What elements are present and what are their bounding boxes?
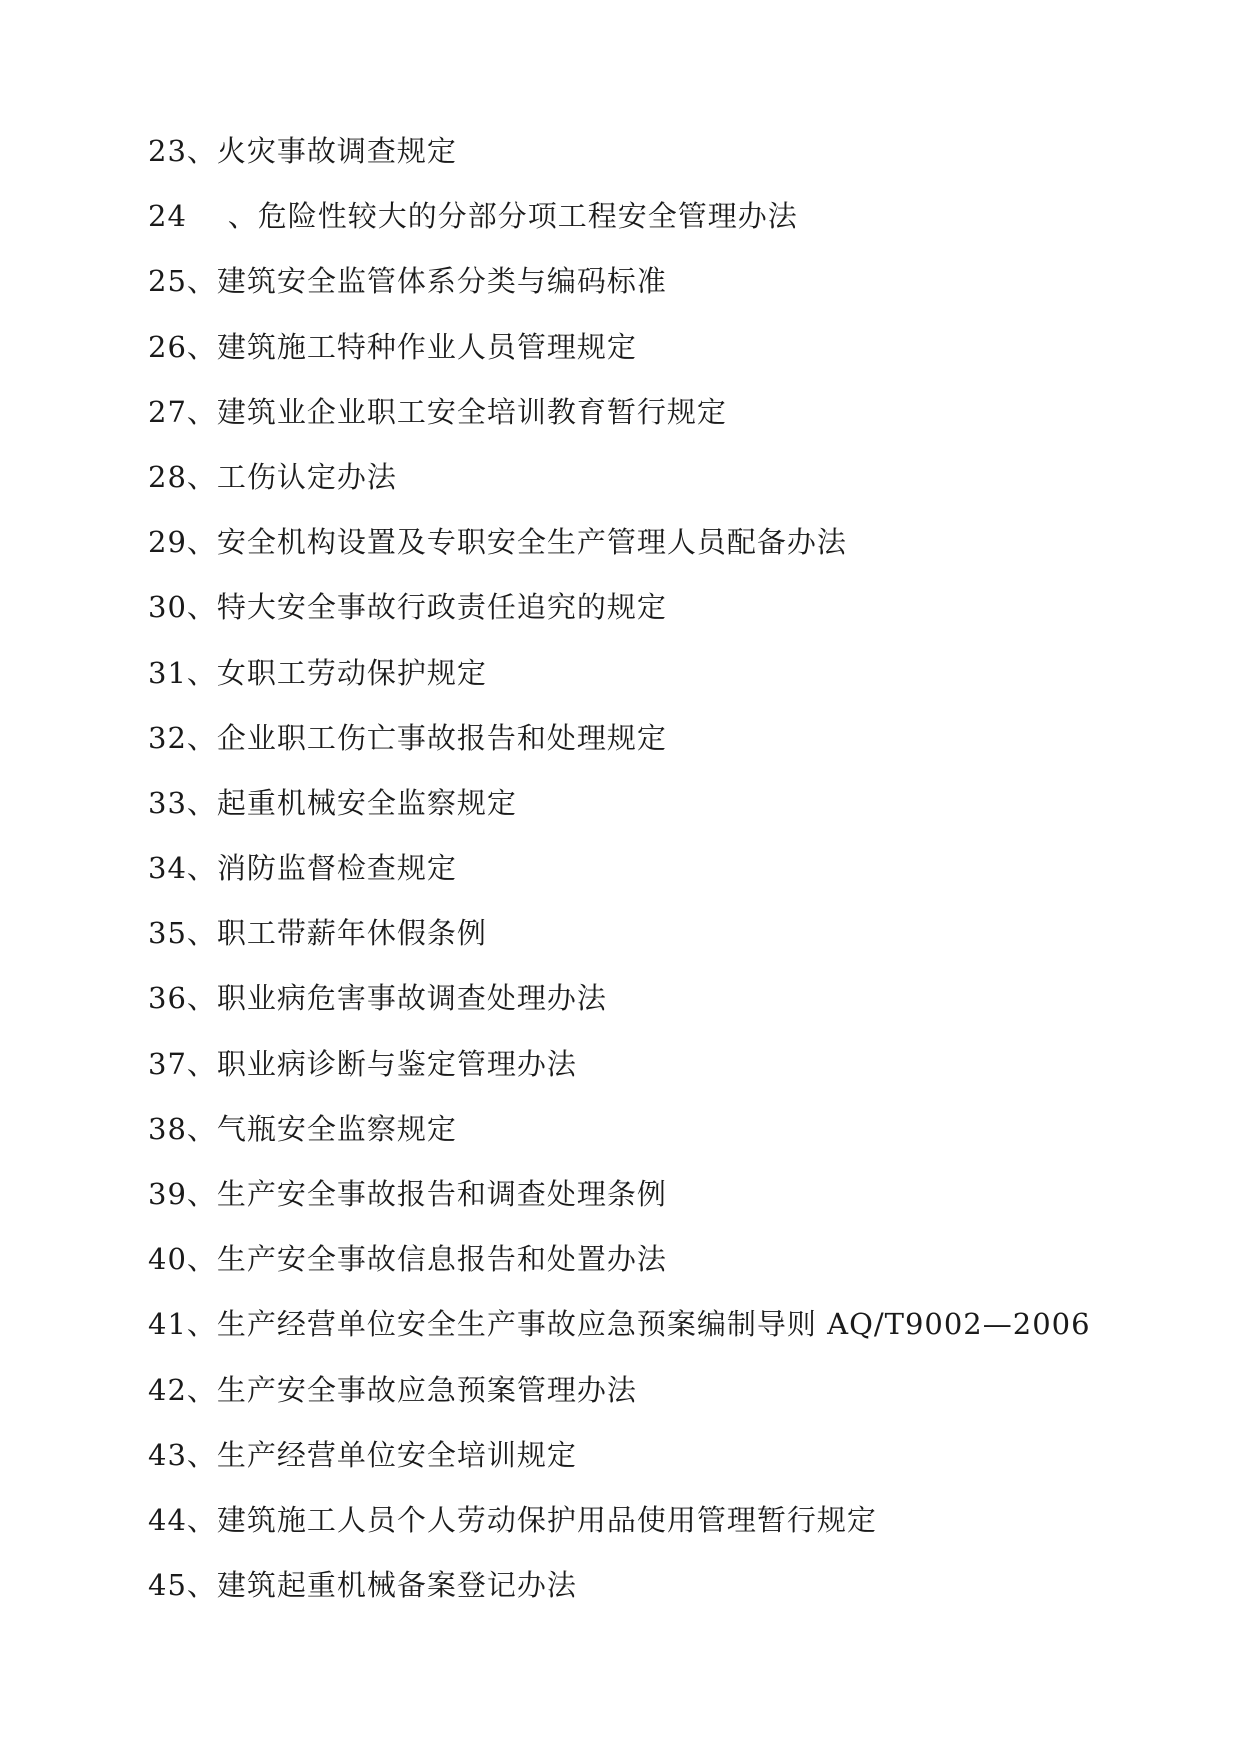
item-number: 33、 (148, 785, 217, 820)
item-number: 45、 (148, 1568, 217, 1603)
item-number: 28、 (148, 459, 217, 494)
item-title: 女职工劳动保护规定 (216, 655, 487, 690)
item-title: 工伤认定办法 (216, 459, 397, 494)
list-item (148, 384, 1091, 449)
item-title: 建筑施工人员个人劳动保护用品使用管理暂行规定 (216, 1502, 877, 1537)
item-title: 职工带薪年休假条例 (216, 916, 487, 951)
list-item (148, 1296, 1091, 1361)
item-title: 生产经营单位安全培训规定 (216, 1437, 577, 1472)
item-title: 火灾事故调查规定 (216, 134, 457, 168)
list-item (148, 1101, 1091, 1166)
item-number: 35、 (148, 916, 217, 951)
item-number: 24 、 (148, 199, 258, 234)
item-number: 41、 (148, 1307, 217, 1342)
item-number: 29、 (148, 525, 217, 560)
list-item (148, 1231, 1091, 1296)
item-number: 26、 (148, 329, 217, 364)
item-number: 31、 (148, 655, 217, 690)
list-item (148, 645, 1091, 710)
item-title: 建筑起重机械备案登记办法 (216, 1568, 577, 1603)
item-number: 39、 (148, 1177, 217, 1211)
item-title: 企业职工伤亡事故报告和处理规定 (216, 720, 667, 755)
item-title: 职业病危害事故调查处理办法 (216, 981, 607, 1016)
item-title: 职业病诊断与鉴定管理办法 (216, 1046, 577, 1081)
list-item (148, 970, 1091, 1035)
list-item (148, 905, 1091, 970)
list-item (148, 710, 1091, 775)
list-item (148, 1557, 1091, 1622)
item-title: 生产安全事故信息报告和处置办法 (216, 1242, 667, 1277)
item-title: 消防监督检查规定 (216, 851, 457, 886)
item-title: 安全机构设置及专职安全生产管理人员配备办法 (216, 525, 847, 560)
regulation-list (148, 123, 1091, 1622)
item-number: 27、 (148, 394, 217, 429)
item-number: 23、 (148, 134, 217, 168)
list-item (148, 840, 1091, 905)
item-number: 37、 (148, 1046, 217, 1081)
item-number: 32、 (148, 720, 217, 755)
list-item (148, 1427, 1091, 1492)
item-number: 30、 (148, 590, 217, 625)
list-item (148, 775, 1091, 840)
item-title: 生产安全事故报告和调查处理条例 (216, 1177, 667, 1211)
item-number: 44、 (148, 1502, 217, 1537)
list-item (148, 188, 1091, 253)
item-number: 25、 (148, 264, 217, 299)
list-item (148, 253, 1091, 318)
item-title: 危险性较大的分部分项工程安全管理办法 (257, 199, 798, 234)
item-title: 起重机械安全监察规定 (216, 785, 517, 820)
list-item (148, 579, 1091, 644)
list-item (148, 1036, 1091, 1101)
list-item (148, 514, 1091, 579)
item-number: 34、 (148, 851, 217, 886)
item-number: 38、 (148, 1111, 217, 1146)
list-item (148, 319, 1091, 384)
item-number: 36、 (148, 981, 217, 1016)
item-title: 建筑安全监管体系分类与编码标准 (216, 264, 667, 299)
item-title: 生产经营单位安全生产事故应急预案编制导则 AQ/T9002—2006 (216, 1307, 1091, 1342)
item-title: 生产安全事故应急预案管理办法 (216, 1372, 637, 1407)
item-title: 特大安全事故行政责任追究的规定 (216, 590, 667, 625)
item-number: 40、 (148, 1242, 217, 1277)
list-item (148, 1492, 1091, 1557)
item-title: 建筑施工特种作业人员管理规定 (216, 329, 637, 364)
item-title: 气瓶安全监察规定 (216, 1111, 457, 1146)
list-item (148, 1362, 1091, 1427)
list-item (148, 1166, 1091, 1231)
list-item (148, 123, 1091, 188)
list-item (148, 449, 1091, 514)
item-title: 建筑业企业职工安全培训教育暂行规定 (216, 394, 727, 429)
item-number: 43、 (148, 1437, 217, 1472)
item-number: 42、 (148, 1372, 217, 1407)
